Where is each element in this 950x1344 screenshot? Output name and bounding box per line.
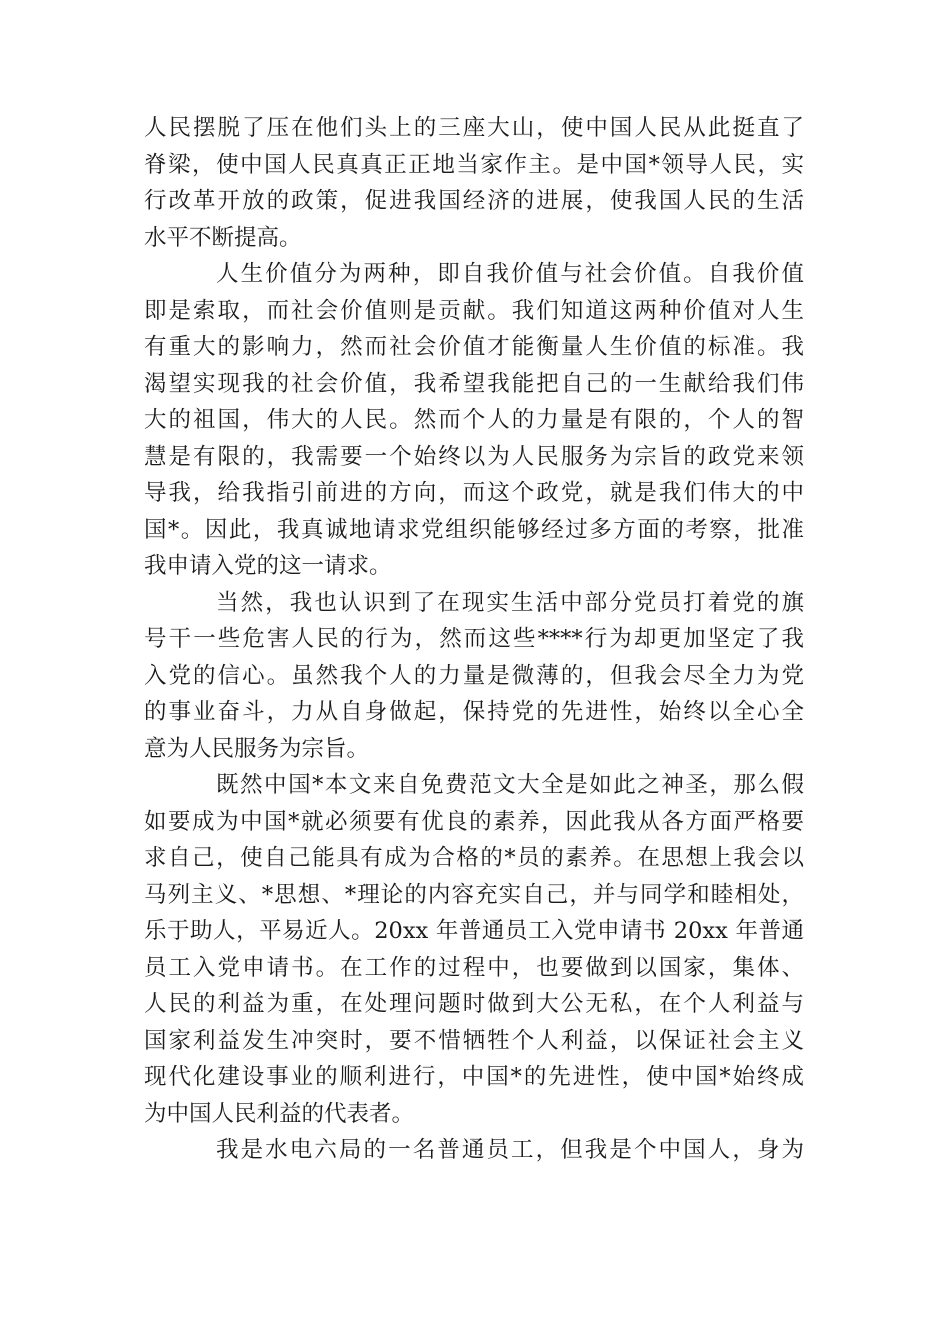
- text-line: 现代化建设事业的顺利进行，中国*的先进性，使中国*始终成: [144, 1064, 804, 1090]
- text-line: 的事业奋斗，力从自身做起，保持党的先进性，始终以全心全: [144, 699, 804, 725]
- text-line: 既然中国*本文来自免费范文大全是如此之神圣，那么假: [216, 772, 804, 798]
- document-body: [144, 110, 804, 1169]
- text-line: 意为人民服务为宗旨。: [144, 735, 370, 762]
- text-line: 人民的利益为重，在处理问题时做到大公无私，在个人利益与: [144, 991, 804, 1017]
- text-line: 人民摆脱了压在他们头上的三座大山，使中国人民从此挺直了: [144, 115, 804, 141]
- text-line: 为中国人民利益的代表者。: [144, 1100, 415, 1127]
- text-line: 入党的信心。虽然我个人的力量是微薄的，但我会尽全力为党: [144, 662, 804, 689]
- text-line: 号干一些危害人民的行为，然而这些****行为却更加坚定了我: [144, 626, 804, 652]
- text-line: 马列主义、*思想、*理论的内容充实自己，并与同学和睦相处，: [144, 881, 804, 908]
- paragraph: [144, 256, 804, 585]
- text-line: 乐于助人，平易近人。20xx 年普通员工入党申请书 20xx 年普通: [144, 918, 804, 944]
- paragraph: [144, 585, 804, 768]
- text-line: 国家利益发生冲突时，要不惜牺牲个人利益，以保证社会主义: [144, 1027, 804, 1054]
- text-line: 行改革开放的政策，促进我国经济的进展，使我国人民的生活: [144, 188, 804, 214]
- paragraph: [144, 767, 804, 1132]
- paragraph: [144, 1132, 804, 1169]
- text-line: 大的祖国，伟大的人民。然而个人的力量是有限的，个人的智: [144, 407, 804, 433]
- text-line: 人生价值分为两种，即自我价值与社会价值。自我价值: [216, 261, 804, 287]
- text-line: 水平不断提高。: [144, 224, 302, 251]
- text-line: 当然，我也认识到了在现实生活中部分党员打着党的旗: [216, 589, 804, 616]
- paragraph: [144, 110, 804, 256]
- text-line: 慧是有限的，我需要一个始终以为人民服务为宗旨的政党来领: [144, 443, 804, 470]
- text-line: 员工入党申请书。在工作的过程中，也要做到以国家，集体、: [144, 954, 804, 981]
- text-line: 有重大的影响力，然而社会价值才能衡量人生价值的标准。我: [144, 334, 804, 360]
- text-line: 脊梁，使中国人民真真正正地当家作主。是中国*领导人民，实: [144, 151, 804, 178]
- text-line: 国*。因此，我真诚地请求党组织能够经过多方面的考察，批准: [144, 516, 804, 543]
- text-line: 导我，给我指引前进的方向，而这个政党，就是我们伟大的中: [144, 480, 804, 506]
- text-line: 我申请入党的这一请求。: [144, 553, 392, 579]
- text-line: 如要成为中国*就必须要有优良的素养，因此我从各方面严格要: [144, 808, 804, 835]
- text-line: 即是索取，而社会价值则是贡献。我们知道这两种价值对人生: [144, 297, 804, 324]
- text-line: 我是水电六局的一名普通员工，但我是个中国人，身为: [216, 1137, 804, 1163]
- text-line: 渴望实现我的社会价值，我希望我能把自己的一生献给我们伟: [144, 370, 804, 397]
- text-line: 求自己，使自己能具有成为合格的*员的素养。在思想上我会以: [144, 845, 804, 871]
